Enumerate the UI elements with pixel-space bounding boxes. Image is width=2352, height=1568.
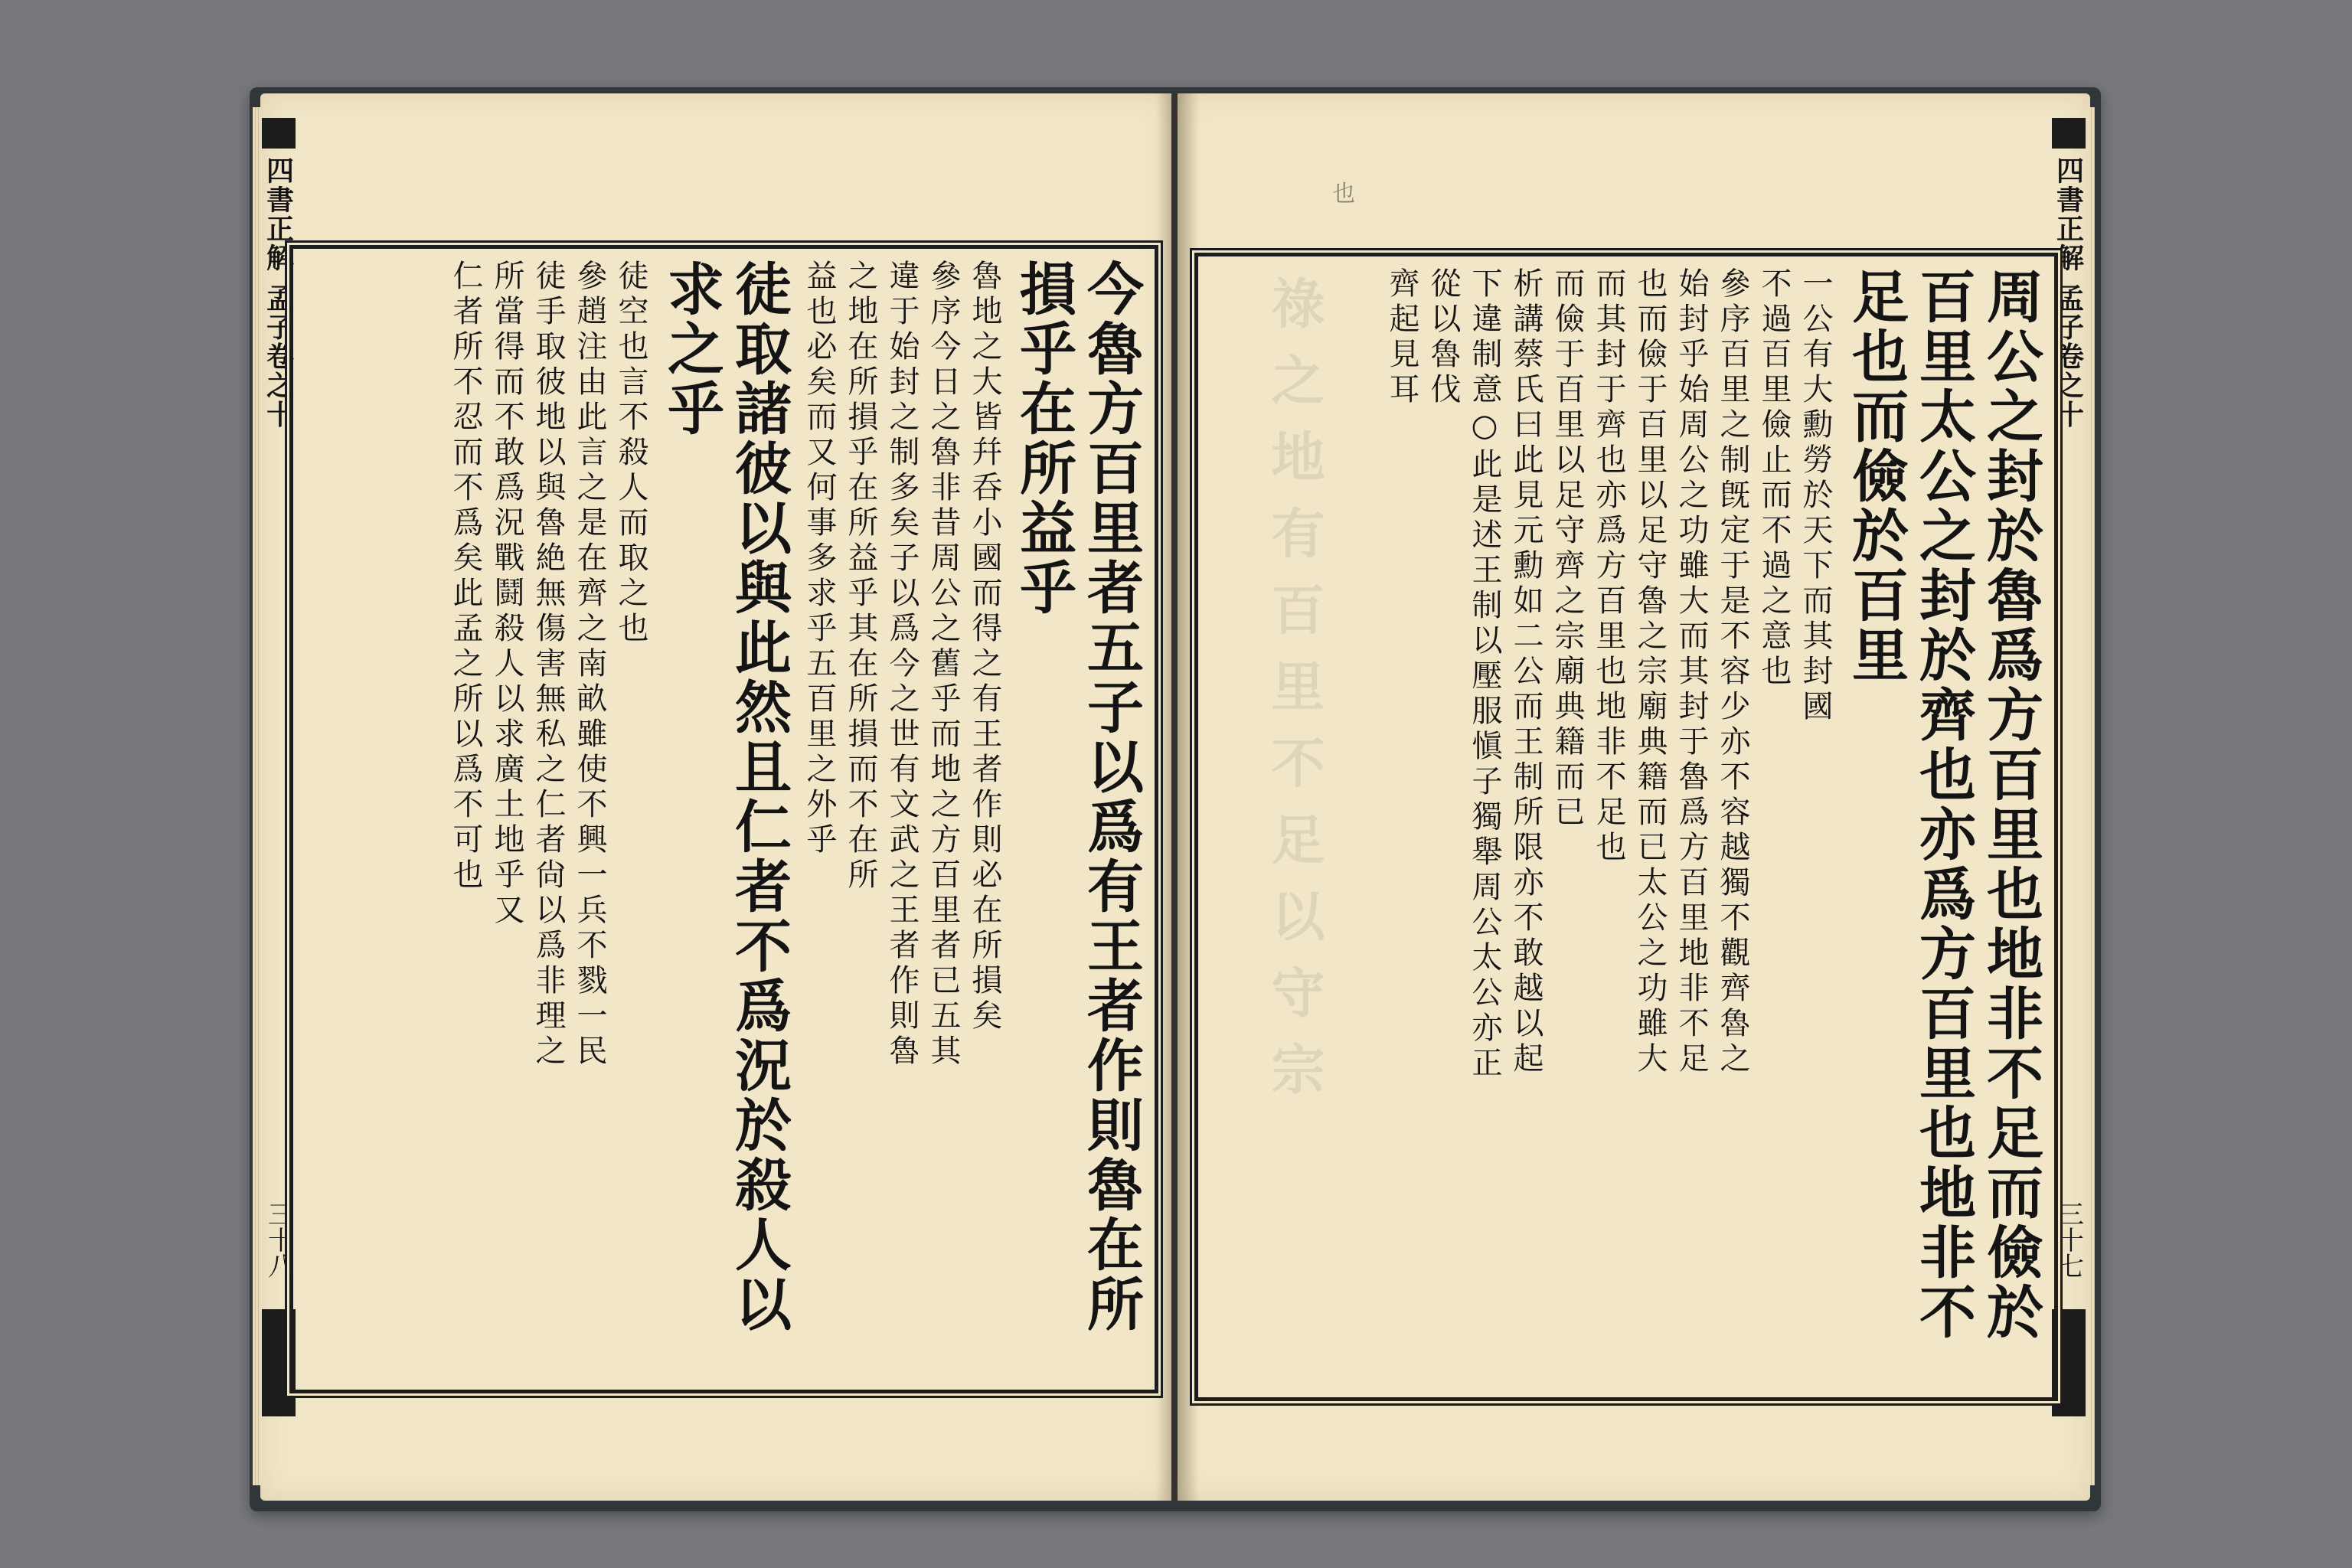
- text-column: 從以魯伐: [1426, 267, 1461, 408]
- text-column: 徒空也言不殺人而取之也: [613, 260, 648, 647]
- text-column: 求之乎: [658, 260, 724, 439]
- text-column: 所當得而不敢爲況戰鬪殺人以求廣土地乎又: [489, 260, 524, 929]
- fold-title-right: 四書正解 孟子卷之十: [2052, 156, 2085, 430]
- text-column: 足也而儉於百里: [1843, 267, 1909, 685]
- bleed-through: 祿之地有百里不足以守宗: [1263, 276, 1326, 1118]
- page-number-right: 三十七: [2053, 1200, 2084, 1279]
- text-column: 違于始封之制多矣子以爲今之世有文武之王者作則魯: [884, 260, 920, 1070]
- page-number-left: 三十八: [263, 1200, 294, 1279]
- text-column: 徒取諸彼以與此然且仁者不爲況於殺人以: [726, 260, 792, 1334]
- text-column: 益也必矣而又何事多求乎五百里之外乎: [802, 260, 837, 858]
- margin-note: 也: [1332, 181, 1355, 207]
- text-column: 也而儉于百里以足守魯之宗廟典籍而已太公之功雖大: [1632, 267, 1668, 1077]
- text-column: 周公之封於魯爲方百里也地非不足而儉於: [1978, 267, 2043, 1342]
- text-column: 參趙注由此言之是在齊之南畝雖使不興一兵不戮一民: [572, 260, 607, 1070]
- text-column: 析講蔡氏曰此見元勳如二公而王制所限亦不敢越以起: [1508, 267, 1544, 1077]
- text-column: 今魯方百里者五子以爲有王者作則魯在所: [1078, 260, 1144, 1334]
- text-column: 參序百里之制旣定于是不容少亦不容越獨不觀齊魯之: [1715, 267, 1750, 1077]
- text-column: 百里太公之封於齊也亦爲方百里也地非不: [1910, 267, 1976, 1342]
- text-column: 齊起見耳: [1384, 267, 1419, 408]
- text-column: 損乎在所益乎: [1011, 260, 1076, 618]
- text-column: 而其封于齊也亦爲方百里也地非不足也: [1591, 267, 1626, 866]
- text-frame-left: [289, 245, 1158, 1393]
- fishtail-mark: [2052, 118, 2086, 149]
- text-column: 而儉于百里以足守齊之宗廟典籍而已: [1550, 267, 1585, 831]
- text-column: 魯地之大皆幷呑小國而得之有王者作則必在所損矣: [967, 260, 1002, 1034]
- text-column: 徒手取彼地以與魯絶無傷害無私之仁者尙以爲非理之: [531, 260, 566, 1070]
- text-column: 參序今日之魯非昔周公之舊乎而地之方百里者已五其: [926, 260, 961, 1070]
- text-column: 始封乎始周公之功雖大而其封于魯爲方百里地非不足: [1674, 267, 1709, 1077]
- fold-title-left: 四書正解 孟子卷之十: [262, 156, 295, 430]
- text-column: 一公有大勳勞於天下而其封國: [1798, 267, 1833, 725]
- text-column: 之地在所損乎在所益乎其在所損而不在所: [843, 260, 878, 893]
- book-gutter: [1156, 93, 1199, 1501]
- text-frame-right: [1194, 253, 2058, 1401]
- text-column: 不過百里儉止而不過之意也: [1756, 267, 1792, 690]
- fishtail-mark: [262, 118, 296, 149]
- text-column: 下違制意○此是述王制以壓服愼子獨舉周公太公亦正: [1467, 267, 1502, 1082]
- text-column: 仁者所不忍而不爲矣此孟之所以爲不可也: [448, 260, 483, 893]
